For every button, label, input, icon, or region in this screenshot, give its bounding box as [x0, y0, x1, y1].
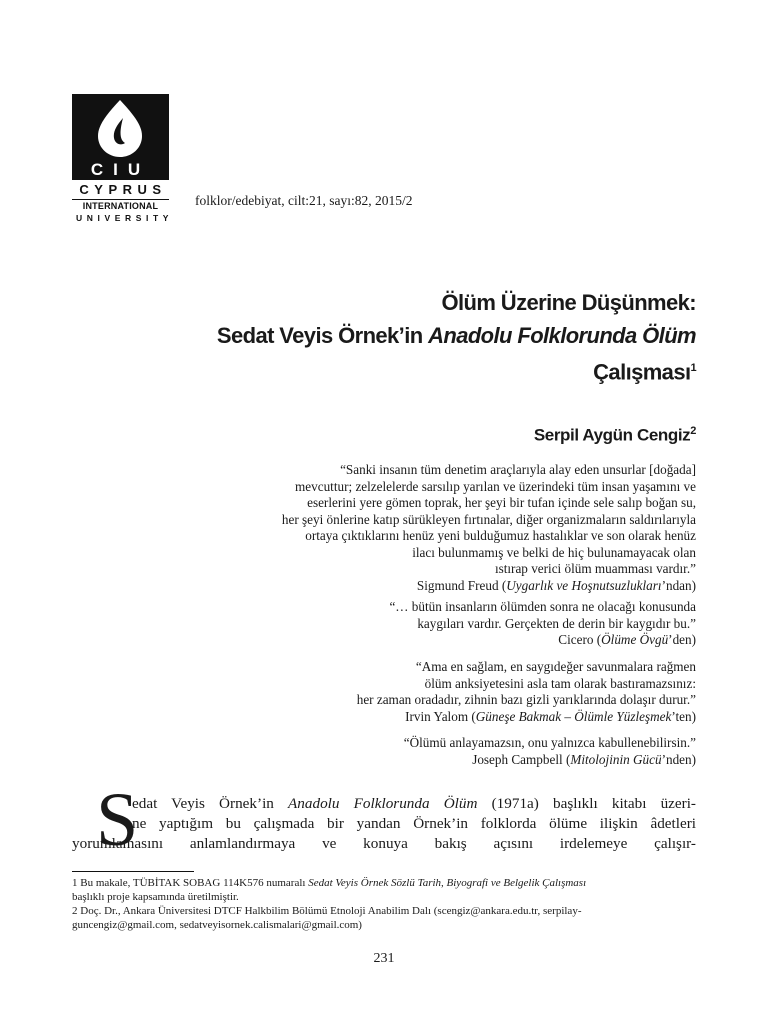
title-line-3-text: Çalışması — [593, 359, 691, 385]
body-line-1 — [132, 794, 696, 813]
drop-cap: S — [96, 778, 139, 862]
epigraph-line: ilacı bulunmamış ve belki de hiç bulunamayacak olan — [412, 544, 696, 560]
body-line-1-rest: (1971a) başlıklı kitabı üzeri- — [477, 795, 696, 812]
epigraph-source — [176, 632, 696, 649]
epigraph-source — [176, 709, 696, 726]
epigraph-line: ortaya çıktıklarını henüz yeni bulduğumuz hastalıklar ve son olarak henüz — [305, 528, 696, 543]
body-line-2: ne yaptığım bu çalışmada bir yandan Örnek’in folklorda ölüme ilişkin âdetleri — [132, 815, 696, 832]
epigraph-author: Joseph Campbell ( — [472, 751, 571, 767]
title-line-2-text: Sedat Veyis Örnek’in — [216, 323, 429, 348]
footnote-1-project: Sedat Veyis Örnek Sözlü Tarih, Biyografi ve Belgelik Çalışması — [308, 877, 587, 889]
epigraph-work: Ölüme Övgü — [601, 632, 669, 647]
epigraph-cicero — [176, 599, 696, 649]
epigraph-line: “Ama en sağlam, en saygıdeğer savunmalara rağmen — [415, 659, 696, 674]
epigraph-source — [176, 578, 696, 595]
title-footnote-mark: 1 — [690, 362, 696, 374]
epigraph-line: kaygıları vardır. Gerçekten de derin bir kaygıdır bu.” — [417, 615, 696, 631]
footnote-2: 2 Doç. Dr., Ankara Üniversitesi DTCF Halkbilim Bölümü Etnoloji Anabilim Dalı (scengiz@ankara.edu.tr, serpilay- — [72, 905, 582, 917]
footnote-1 — [72, 876, 698, 890]
epigraph-work: Güneşe Bakmak – Ölümle Yüzleşmek — [475, 708, 672, 724]
flame-drop-icon — [72, 94, 169, 180]
epigraph-campbell — [176, 735, 696, 768]
body-line-1-text: edat Veyis Örnek’in — [132, 795, 289, 812]
title-line-2 — [136, 319, 696, 352]
logo-emblem — [72, 94, 169, 180]
university-logo — [72, 94, 174, 223]
logo-line-university: UNIVERSITY — [76, 213, 174, 223]
title-line-3 — [136, 352, 696, 388]
title-book-name: Anadolu Folklorunda Ölüm — [428, 323, 696, 348]
epigraph-suffix: ’nden) — [661, 751, 696, 767]
epigraph-line: eserlerini yere gömen toprak, her şeyi bir tufan içinde sele salıp boğan su, — [307, 495, 696, 510]
logo-abbr: CIU — [90, 160, 151, 179]
epigraph-line: ıstırap verici ölüm muamması vardır.” — [494, 561, 696, 576]
body-book-name: Anadolu Folklorunda Ölüm — [288, 795, 478, 812]
footnote-1-continued: başlıklı proje kapsamında üretilmiştir. — [72, 891, 239, 903]
epigraph-author: Cicero ( — [558, 632, 602, 647]
footnote-1-text: 1 Bu makale, TÜBİTAK SOBAG 114K576 numaralı — [72, 877, 309, 889]
epigraph-work: Uygarlık ve Hoşnutsuzlukları — [506, 577, 662, 593]
epigraph-author: Irvin Yalom ( — [405, 708, 476, 724]
body-line-3: yorumlamasını anlamlandırmaya ve konuya bakış açısını irdelemeye çalışır- — [72, 835, 696, 852]
epigraph-line: “Sanki insanın tüm denetim araçlarıyla alay eden unsurlar [doğada] — [340, 462, 696, 477]
epigraph-line: ölüm anksiyetesini asla tam olarak bastıramazsınız: — [424, 675, 696, 691]
article-title — [136, 286, 696, 388]
journal-reference: folklor/edebiyat, cilt:21, sayı:82, 2015/2 — [195, 193, 413, 208]
epigraph-work: Mitolojinin Gücü — [570, 751, 662, 767]
logo-line-cyprus: CYPRUS — [79, 182, 167, 197]
footnote-separator — [72, 871, 194, 872]
logo-line-international: INTERNATIONAL — [72, 199, 169, 211]
epigraph-yalom — [176, 659, 696, 725]
author-name-text: Serpil Aygün Cengiz — [533, 425, 691, 445]
epigraph-suffix: ’den) — [668, 632, 696, 647]
epigraph-line: “… bütün insanların ölümden sonra ne olacağı konusunda — [389, 599, 696, 614]
page-number: 231 — [373, 951, 395, 966]
epigraph-author: Sigmund Freud ( — [416, 577, 507, 593]
author-footnote-mark: 2 — [690, 425, 696, 437]
epigraph-line: mevcuttur; zelzelelerde sarsılıp yarılan ve üzerindeki tüm insan yaşamını ve — [295, 478, 696, 494]
author-name — [534, 425, 696, 446]
epigraph-line: “Ölümü anlayamazsın, onu yalnızca kabullenebilirsin.” — [403, 735, 696, 750]
footnote-2-continued: guncengiz@gmail.com, sedatveyisornek.calismalari@gmail.com) — [72, 919, 362, 931]
epigraph-line: her şeyi önlerine katıp sürükleyen fırtınalar, diğer organizmaların saldırılarıyla — [281, 511, 696, 527]
epigraph-suffix: ’ten) — [671, 708, 696, 724]
epigraph-suffix: ’ndan) — [661, 577, 696, 593]
epigraph-source — [176, 752, 696, 769]
title-line-1: Ölüm Üzerine Düşünmek: — [441, 290, 696, 315]
epigraph-freud — [176, 462, 696, 594]
body-paragraph — [72, 778, 696, 862]
footnotes — [72, 876, 698, 932]
epigraph-line: her zaman oradadır, zihnin bazı gizli yarıklarında dolaşır durur.” — [356, 692, 696, 707]
